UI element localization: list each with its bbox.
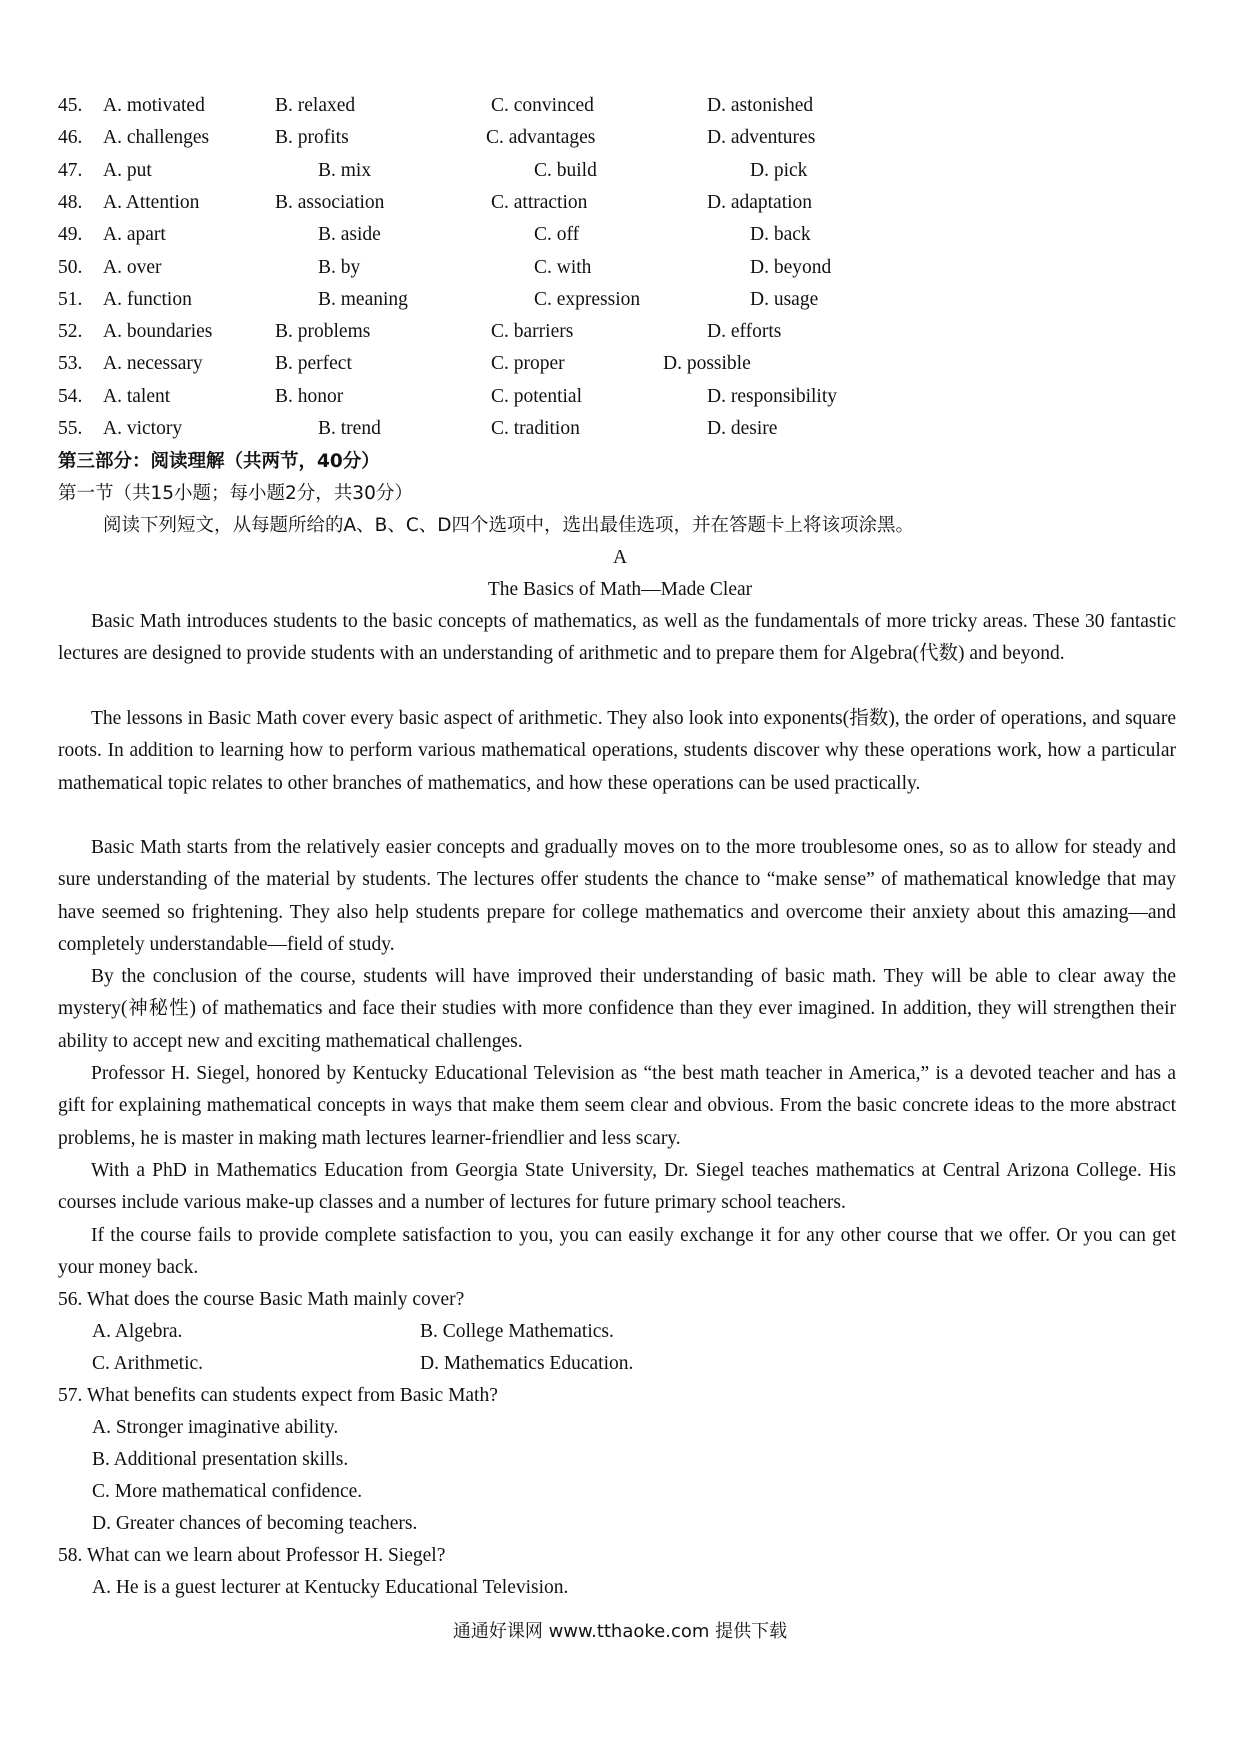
- cloze-option-b: B. relaxed: [275, 95, 356, 116]
- cloze-num: 47.: [58, 159, 83, 181]
- q57-option-b: B. Additional presentation skills.: [92, 1449, 349, 1470]
- cloze-option-c: C. attraction: [491, 191, 588, 213]
- q58-option-a: A. He is a guest lecturer at Kentucky Educational Television.: [92, 1577, 569, 1598]
- cloze-option-a: A. over: [103, 256, 162, 278]
- cloze-option-b: B. profits: [275, 127, 349, 149]
- cloze-option-c: C. off: [534, 224, 580, 246]
- cloze-num: 51.: [58, 288, 83, 310]
- passage-paragraph-7: If the course fails to provide complete satisfaction to you, you can easily exchange it for any other course that we offer. Or you can get your money back.: [58, 1225, 1176, 1279]
- cloze-option-d: D. responsibility: [707, 385, 837, 407]
- cloze-option-b: B. mix: [318, 159, 372, 181]
- cloze-option-c: C. advantages: [486, 127, 596, 149]
- cloze-option-a: A. talent: [103, 385, 171, 407]
- cloze-option-d: D. pick: [750, 159, 808, 181]
- passage-paragraph-4: By the conclusion of the course, students will have improved their understanding of basic math. They will be able to clear away the mystery(神秘性) of mathematics and face their studies with more confidence than they ever imagined. In addition, they will strengthen their ability to accept new and exciting mathematical challenges.: [58, 966, 1176, 1052]
- cloze-option-a: A. function: [103, 288, 192, 310]
- cloze-num: 55.: [58, 418, 83, 439]
- cloze-option-a: A. put: [103, 159, 152, 181]
- passage-paragraph-2: The lessons in Basic Math cover every basic aspect of arithmetic. They also look into exponents(指数), the order of operations, and square roots. In addition to learning how to perform various mathematical operations, students discover why these operations work, how a particular mathematical topic relates to other branches of mathematics, and how these operations can be used practically.: [58, 708, 1176, 794]
- cloze-option-b: B. aside: [318, 224, 381, 246]
- cloze-option-a: A. victory: [103, 418, 183, 439]
- cloze-option-b: B. problems: [275, 321, 371, 343]
- q56-option-c: C. Arithmetic.: [92, 1353, 204, 1374]
- cloze-option-b: B. trend: [318, 418, 381, 439]
- question-57: 57. What benefits can students expect from Basic Math?: [58, 1385, 498, 1406]
- cloze-option-a: A. motivated: [103, 95, 205, 116]
- cloze-option-b: B. perfect: [275, 353, 352, 375]
- question-56: 56. What does the course Basic Math mainly cover?: [58, 1289, 465, 1310]
- cloze-option-b: B. meaning: [318, 288, 408, 310]
- cloze-option-d: D. efforts: [707, 321, 782, 343]
- subsection-title: 第一节（共15小题；每小题2分，共30分）: [58, 483, 413, 504]
- cloze-option-c: C. with: [534, 256, 592, 278]
- cloze-num: 48.: [58, 191, 83, 213]
- cloze-num: 46.: [58, 127, 83, 149]
- page-footer: 通通好课网 www.tthaoke.com 提供下载: [452, 1621, 788, 1642]
- passage-label: A: [612, 547, 628, 568]
- cloze-option-d: D. desire: [707, 418, 778, 439]
- cloze-option-c: C. barriers: [491, 321, 574, 343]
- cloze-num: 49.: [58, 224, 83, 246]
- cloze-option-d: D. possible: [663, 353, 751, 375]
- cloze-option-a: A. necessary: [103, 353, 203, 375]
- cloze-num: 52.: [58, 321, 83, 343]
- q56-option-b: B. College Mathematics.: [420, 1321, 614, 1342]
- cloze-option-c: C. expression: [534, 288, 641, 310]
- q57-option-c: C. More mathematical confidence.: [92, 1481, 363, 1502]
- cloze-num: 50.: [58, 256, 83, 278]
- cloze-option-d: D. adventures: [707, 127, 816, 149]
- question-58: 58. What can we learn about Professor H. Siegel?: [58, 1545, 446, 1566]
- cloze-option-a: A. apart: [103, 224, 166, 246]
- cloze-num: 53.: [58, 353, 83, 375]
- passage-title: The Basics of Math—Made Clear: [487, 579, 753, 600]
- cloze-option-b: B. honor: [275, 385, 344, 407]
- cloze-option-b: B. by: [318, 256, 361, 278]
- cloze-option-d: D. astonished: [707, 95, 814, 116]
- cloze-option-d: D. usage: [750, 288, 819, 310]
- cloze-num: 45.: [58, 95, 83, 116]
- cloze-option-d: D. beyond: [750, 256, 832, 278]
- cloze-option-c: C. tradition: [491, 418, 580, 439]
- cloze-option-d: D. back: [750, 224, 811, 246]
- cloze-option-d: D. adaptation: [707, 191, 813, 213]
- cloze-option-c: C. convinced: [491, 95, 594, 116]
- passage-paragraph-6: With a PhD in Mathematics Education from Georgia State University, Dr. Siegel teaches mathematics at Central Arizona College. His courses include various make-up classes and a number of lectures for future primary school teachers.: [58, 1160, 1176, 1214]
- cloze-num: 54.: [58, 385, 83, 407]
- cloze-option-a: A. challenges: [103, 127, 210, 149]
- cloze-option-a: A. Attention: [103, 191, 200, 213]
- q57-option-d: D. Greater chances of becoming teachers.: [92, 1513, 418, 1534]
- instructions: 阅读下列短文，从每题所给的A、B、C、D四个选项中，选出最佳选项，并在答题卡上将该项涂黑。: [103, 515, 915, 536]
- cloze-option-b: B. association: [275, 191, 385, 213]
- passage-paragraph-1: Basic Math introduces students to the basic concepts of mathematics, as well as the fundamentals of more tricky areas. These 30 fantastic lectures are designed to provide students with an understanding of arithmetic and to prepare them for Algebra(代数) and beyond.: [58, 611, 1176, 665]
- cloze-option-a: A. boundaries: [103, 321, 213, 343]
- q56-option-a: A. Algebra.: [92, 1321, 183, 1342]
- cloze-option-c: C. proper: [491, 353, 565, 375]
- q57-option-a: A. Stronger imaginative ability.: [92, 1417, 339, 1438]
- cloze-option-c: C. potential: [491, 385, 582, 407]
- q56-option-d: D. Mathematics Education.: [420, 1353, 634, 1374]
- part-title: 第三部分：阅读理解（共两节，40分）: [58, 451, 380, 472]
- passage-paragraph-3: Basic Math starts from the relatively easier concepts and gradually moves on to the more troublesome ones, so as to allow for steady and sure understanding of the material by students. The lectures offer students the chance to “make sense” of mathematical knowledge that may have seemed so frightening. They also help students prepare for college mathematics and overcome their anxiety about this amazing—and completely understandable—field of study.: [58, 837, 1176, 955]
- passage-paragraph-5: Professor H. Siegel, honored by Kentucky Educational Television as “the best math teacher in America,” is a devoted teacher and has a gift for explaining mathematical concepts in ways that make them seem clear and obvious. From the basic concrete ideas to the more abstract problems, he is master in making math lectures learner-friendlier and less scary.: [58, 1063, 1176, 1149]
- cloze-option-c: C. build: [534, 159, 597, 181]
